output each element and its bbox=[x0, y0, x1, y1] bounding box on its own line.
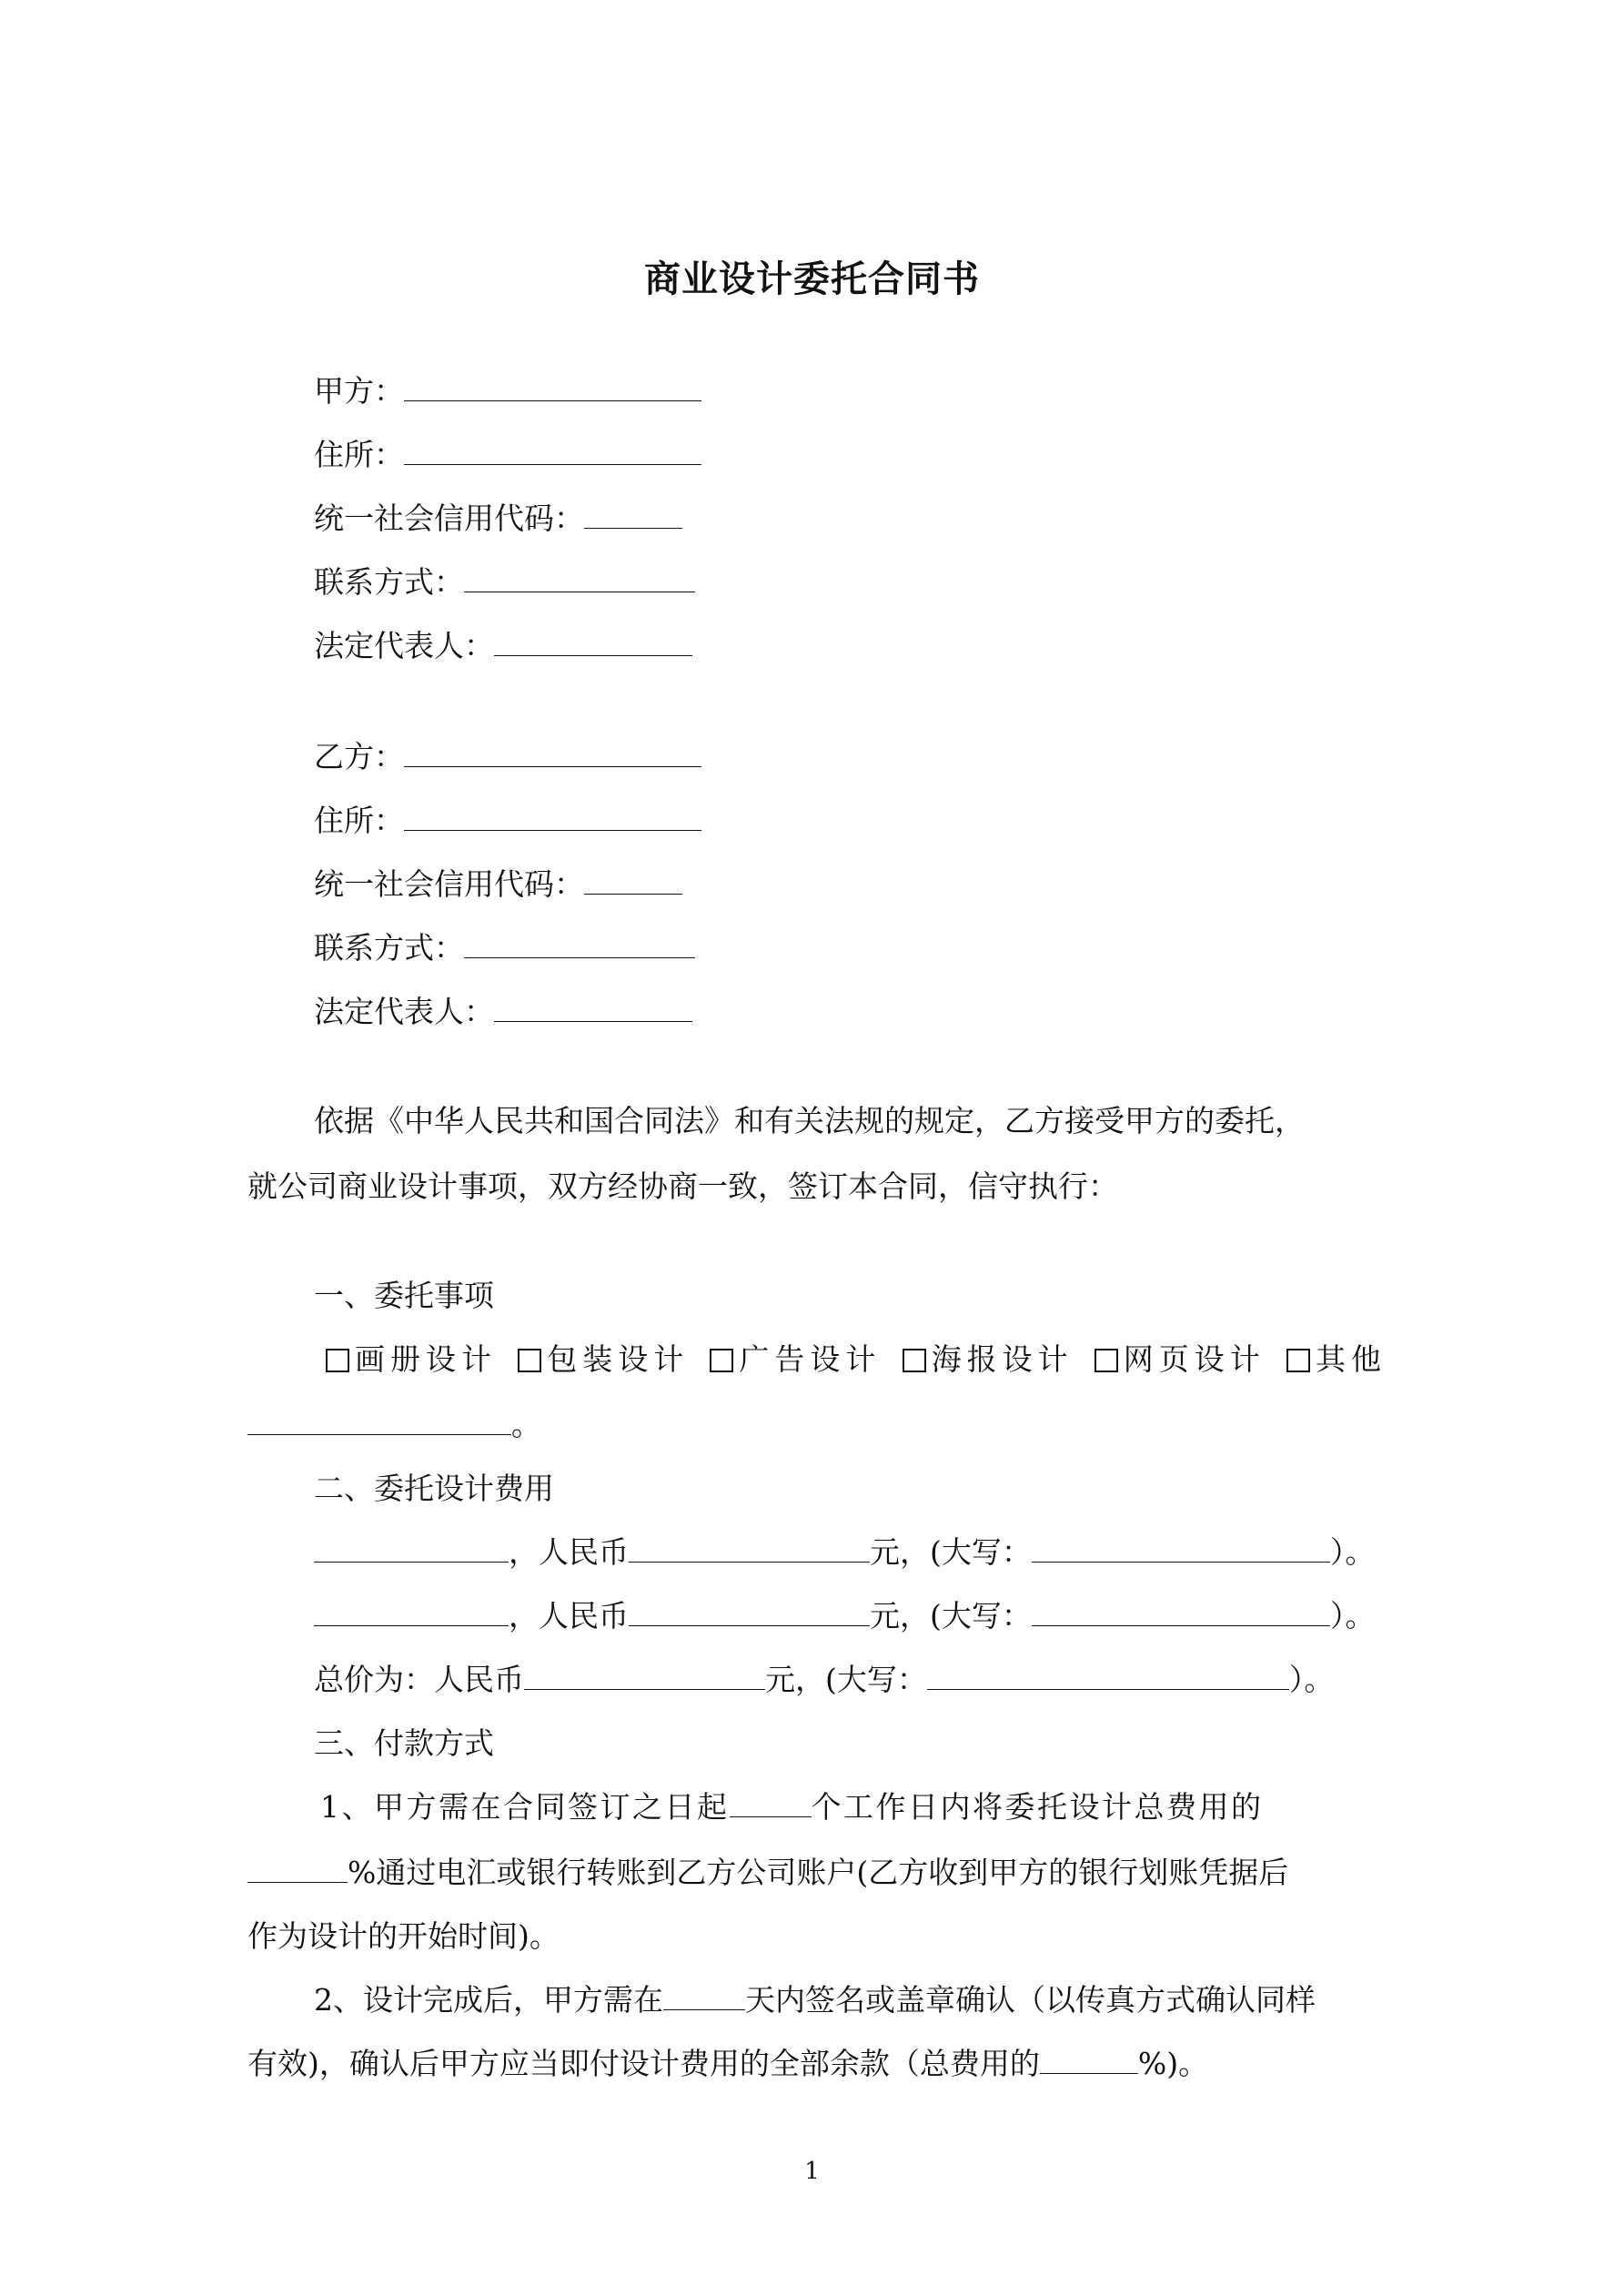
option-packaging[interactable] bbox=[518, 1341, 689, 1378]
party-b-legal-rep-label: 法定代表人： bbox=[314, 994, 494, 1029]
party-a-address-row bbox=[314, 437, 701, 473]
checkbox[interactable] bbox=[1094, 1349, 1118, 1372]
payment-item-1-line-2 bbox=[247, 1855, 1288, 1891]
party-a-name-row bbox=[314, 373, 701, 410]
total-amount-field[interactable] bbox=[524, 1662, 765, 1690]
fee-row-1 bbox=[314, 1534, 1375, 1571]
party-a-legal-rep-field[interactable] bbox=[494, 628, 692, 656]
confirm-days-field[interactable] bbox=[663, 1982, 745, 2010]
option-other-label: 其他 bbox=[1315, 1341, 1387, 1377]
party-b-name-field[interactable] bbox=[404, 739, 701, 767]
party-b-contact-label: 联系方式： bbox=[314, 930, 464, 966]
checkbox[interactable] bbox=[903, 1349, 926, 1372]
balance-percent-field[interactable] bbox=[1040, 2046, 1138, 2074]
fee-row-2 bbox=[314, 1598, 1375, 1634]
section-3-heading: 三、付款方式 bbox=[314, 1725, 494, 1761]
fee-item-1-field[interactable] bbox=[314, 1534, 509, 1563]
payment-item-2-text-a: 2、设计完成后，甲方需在 bbox=[314, 1982, 663, 2018]
preamble-line-1: 依据《中华人民共和国合同法》和有关法规的规定，乙方接受甲方的委托， bbox=[314, 1103, 1305, 1138]
fee-words-1-field[interactable] bbox=[1032, 1534, 1330, 1563]
option-webpage-label: 网页设计 bbox=[1123, 1341, 1266, 1377]
fee-amount-2-field[interactable] bbox=[629, 1598, 870, 1626]
party-a-contact-field[interactable] bbox=[464, 564, 695, 592]
payment-item-1-text-b: 个工作日内将委托设计总费用的 bbox=[811, 1789, 1264, 1825]
payment-item-2-text-d: %)。 bbox=[1137, 2046, 1209, 2081]
party-a-name-label: 甲方： bbox=[314, 373, 404, 409]
fee-item-2-field[interactable] bbox=[314, 1598, 509, 1626]
workdays-field[interactable] bbox=[730, 1789, 812, 1817]
party-b-address-label: 住所： bbox=[314, 803, 404, 838]
party-b-address-field[interactable] bbox=[404, 803, 701, 831]
deposit-percent-field[interactable] bbox=[247, 1855, 348, 1883]
party-a-credit-code-row bbox=[314, 501, 682, 537]
end-mark: 。 bbox=[511, 1407, 541, 1442]
checkbox[interactable] bbox=[326, 1349, 349, 1372]
option-poster-label: 海报设计 bbox=[931, 1341, 1074, 1377]
page-number: 1 bbox=[804, 2158, 820, 2185]
preamble-line-2: 就公司商业设计事项，双方经协商一致，签订本合同，信守执行： bbox=[247, 1168, 1118, 1204]
party-a-legal-rep-label: 法定代表人： bbox=[314, 628, 494, 663]
payment-item-2-line-1 bbox=[314, 1982, 1316, 2018]
option-webpage[interactable] bbox=[1094, 1341, 1266, 1378]
payment-item-2-line-2 bbox=[247, 2046, 1208, 2082]
checkbox[interactable] bbox=[1286, 1349, 1310, 1372]
option-brochure[interactable] bbox=[326, 1341, 497, 1378]
payment-item-1-line-3: 作为设计的开始时间)。 bbox=[247, 1918, 560, 1954]
section-1-options bbox=[326, 1341, 1387, 1378]
option-brochure-label: 画册设计 bbox=[355, 1341, 497, 1377]
party-b-address-row bbox=[314, 803, 701, 839]
rmb-label: ，人民币 bbox=[509, 1598, 629, 1633]
close-mark: ）。 bbox=[1329, 1598, 1376, 1633]
party-a-legal-rep-row bbox=[314, 628, 692, 664]
total-row bbox=[314, 1662, 1334, 1698]
party-b-credit-code-row bbox=[314, 866, 682, 903]
checkbox[interactable] bbox=[518, 1349, 541, 1372]
party-b-legal-rep-field[interactable] bbox=[494, 994, 692, 1022]
party-a-name-field[interactable] bbox=[404, 373, 701, 401]
yuan-label: 元，(大写： bbox=[765, 1662, 927, 1697]
section-1-heading: 一、委托事项 bbox=[314, 1278, 494, 1313]
option-poster[interactable] bbox=[903, 1341, 1074, 1378]
option-other[interactable] bbox=[1286, 1341, 1387, 1378]
checkbox[interactable] bbox=[710, 1349, 733, 1372]
section-2-heading: 二、委托设计费用 bbox=[314, 1471, 554, 1506]
option-advertising-label: 广告设计 bbox=[739, 1341, 882, 1377]
party-a-contact-row bbox=[314, 564, 695, 601]
payment-item-2-text-c: 有效)，确认后甲方应当即付设计费用的全部余款（总费用的 bbox=[247, 2046, 1040, 2081]
option-advertising[interactable] bbox=[710, 1341, 881, 1378]
party-a-address-field[interactable] bbox=[404, 437, 701, 465]
rmb-label: ，人民币 bbox=[509, 1534, 629, 1570]
party-a-contact-label: 联系方式： bbox=[314, 564, 464, 600]
party-a-credit-code-label: 统一社会信用代码： bbox=[314, 501, 584, 536]
party-a-address-label: 住所： bbox=[314, 437, 404, 472]
party-b-credit-code-field[interactable] bbox=[584, 866, 682, 895]
payment-item-1-text-a: 1、甲方需在合同签订之日起 bbox=[320, 1789, 730, 1825]
total-words-field[interactable] bbox=[927, 1662, 1289, 1690]
document-title: 商业设计委托合同书 bbox=[644, 258, 980, 300]
party-b-credit-code-label: 统一社会信用代码： bbox=[314, 866, 584, 902]
party-b-contact-field[interactable] bbox=[464, 930, 695, 958]
payment-item-1-line-1 bbox=[320, 1789, 1264, 1826]
party-b-legal-rep-row bbox=[314, 994, 692, 1030]
yuan-label: 元，(大写： bbox=[870, 1534, 1032, 1570]
other-item-field[interactable] bbox=[247, 1407, 511, 1435]
yuan-label: 元，(大写： bbox=[870, 1598, 1032, 1633]
payment-item-2-text-b: 天内签名或盖章确认（以传真方式确认同样 bbox=[745, 1982, 1316, 2018]
party-b-contact-row bbox=[314, 930, 695, 966]
fee-amount-1-field[interactable] bbox=[629, 1534, 870, 1563]
party-b-name-label: 乙方： bbox=[314, 739, 404, 774]
close-mark: ）。 bbox=[1329, 1534, 1376, 1570]
fee-words-2-field[interactable] bbox=[1032, 1598, 1330, 1626]
close-mark: ）。 bbox=[1288, 1662, 1335, 1697]
total-label: 总价为：人民币 bbox=[314, 1662, 524, 1697]
option-packaging-label: 包装设计 bbox=[547, 1341, 690, 1377]
party-a-credit-code-field[interactable] bbox=[584, 501, 682, 529]
payment-item-1-text-c: %通过电汇或银行转账到乙方公司账户(乙方收到甲方的银行划账凭据后 bbox=[348, 1855, 1289, 1890]
party-b-name-row bbox=[314, 739, 701, 775]
section-1-other-row bbox=[247, 1407, 541, 1443]
